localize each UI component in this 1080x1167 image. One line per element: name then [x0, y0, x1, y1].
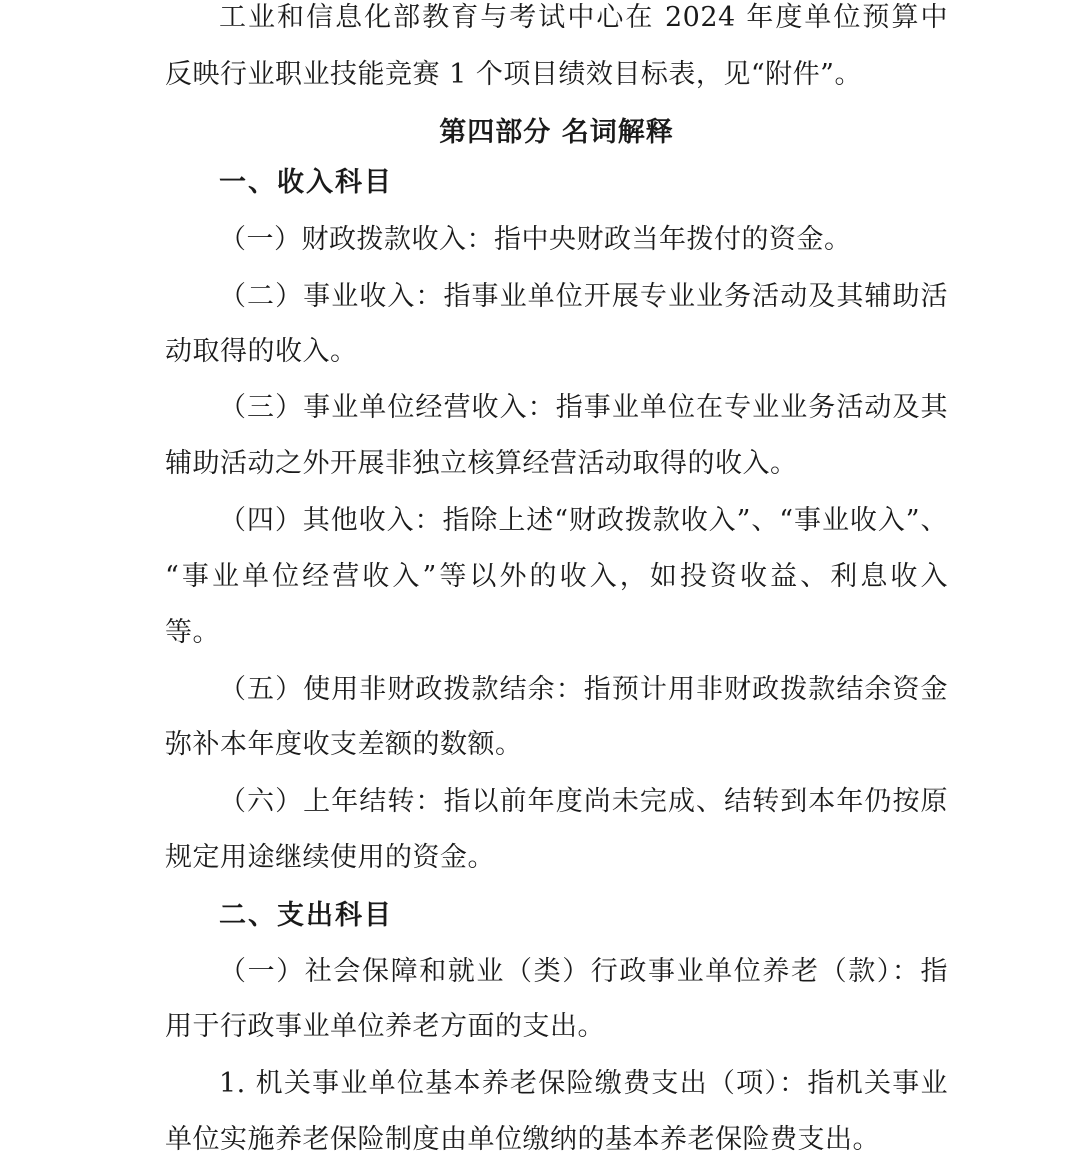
income-item-5-line-2: 弥补本年度收支差额的数额。 — [165, 729, 523, 760]
income-item-6-line-1: （六）上年结转：指以前年度尚未完成、结转到本年仍按原 — [219, 786, 948, 817]
income-section-heading: 一、收入科目 — [219, 167, 393, 198]
expense-item-2-line-1: 1. 机关事业单位基本养老保险缴费支出（项）：指机关事业 — [219, 1068, 948, 1099]
intro-line-1: 工业和信息化部教育与考试中心在 2024 年度单位预算中 — [219, 2, 948, 33]
expense-item-2-line-2: 单位实施养老保险制度由单位缴纳的基本养老保险费支出。 — [165, 1124, 880, 1155]
income-item-1-line-1: （一）财政拨款收入：指中央财政当年拨付的资金。 — [219, 224, 852, 255]
income-item-4-line-3: 等。 — [165, 617, 220, 648]
income-item-6-line-2: 规定用途继续使用的资金。 — [165, 842, 495, 873]
income-item-4-line-2: “事业单位经营收入”等以外的收入，如投资收益、利息收入 — [165, 561, 948, 592]
income-item-2-line-2: 动取得的收入。 — [165, 336, 358, 367]
expense-item-1-line-1: （一）社会保障和就业（类）行政事业单位养老（款）：指 — [219, 956, 948, 987]
income-item-5-line-1: （五）使用非财政拨款结余：指预计用非财政拨款结余资金 — [219, 674, 948, 705]
income-item-4-line-1: （四）其他收入：指除上述“财政拨款收入”、“事业收入”、 — [219, 505, 948, 536]
income-item-3-line-2: 辅助活动之外开展非独立核算经营活动取得的收入。 — [165, 448, 798, 479]
expense-item-1-line-2: 用于行政事业单位养老方面的支出。 — [165, 1011, 605, 1042]
intro-line-2: 反映行业职业技能竞赛 1 个项目绩效目标表，见“附件”。 — [165, 59, 862, 90]
expense-section-heading: 二、支出科目 — [219, 900, 393, 931]
part-title: 第四部分 名词解释 — [439, 117, 674, 148]
income-item-3-line-1: （三）事业单位经营收入：指事业单位在专业业务活动及其 — [219, 392, 948, 423]
income-item-2-line-1: （二）事业收入：指事业单位开展专业业务活动及其辅助活 — [219, 281, 948, 312]
